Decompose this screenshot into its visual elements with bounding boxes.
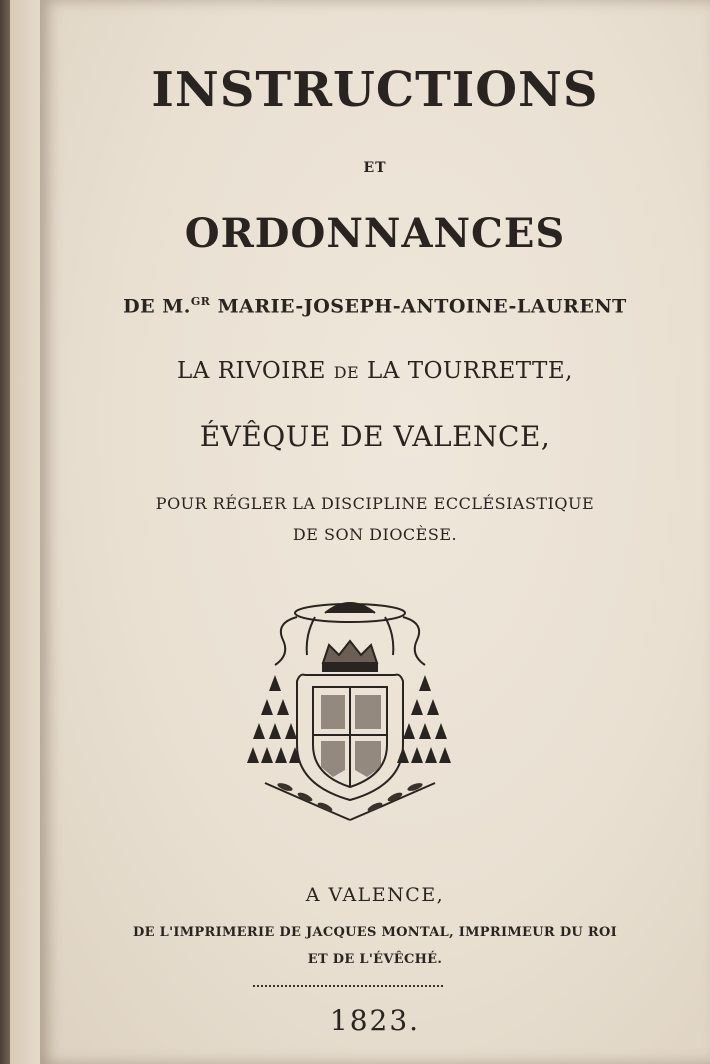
book-title: INSTRUCTIONS <box>151 62 599 118</box>
imprint-place: A VALENCE, <box>305 884 445 906</box>
bishop-family-line <box>40 358 710 384</box>
family-name-b: LA TOURRETTE, <box>367 358 573 384</box>
title-page <box>40 0 710 1064</box>
book-subtitle: ORDONNANCES <box>184 210 566 257</box>
family-name-a: LA RIVOIRE <box>177 358 326 384</box>
episcopal-coat-of-arms <box>245 595 455 835</box>
purpose-line-1: POUR RÉGLER LA DISCIPLINE ECCLÉSIASTIQUE <box>155 494 595 513</box>
family-particle: DE <box>333 363 360 382</box>
bishop-given-names: MARIE-JOSEPH-ANTOINE-LAURENT <box>217 295 627 318</box>
publication-year: 1823. <box>329 1004 421 1037</box>
bishop-office: ÉVÊQUE DE VALENCE, <box>199 420 551 453</box>
crown <box>323 641 377 663</box>
bishop-name-line <box>40 295 710 317</box>
purpose-line-2: DE SON DIOCÈSE. <box>292 525 458 544</box>
bishop-superscript: GR <box>190 295 211 308</box>
printer-line-1: DE L'IMPRIMERIE DE JACQUES MONTAL, IMPRIMEUR DU ROI <box>133 925 617 940</box>
printer-line-2: ET DE L'ÉVÊCHÉ. <box>307 952 443 967</box>
bishop-prefix: DE M. <box>123 295 191 318</box>
dotted-rule <box>253 985 443 990</box>
title-conjunction: ET <box>363 160 387 176</box>
